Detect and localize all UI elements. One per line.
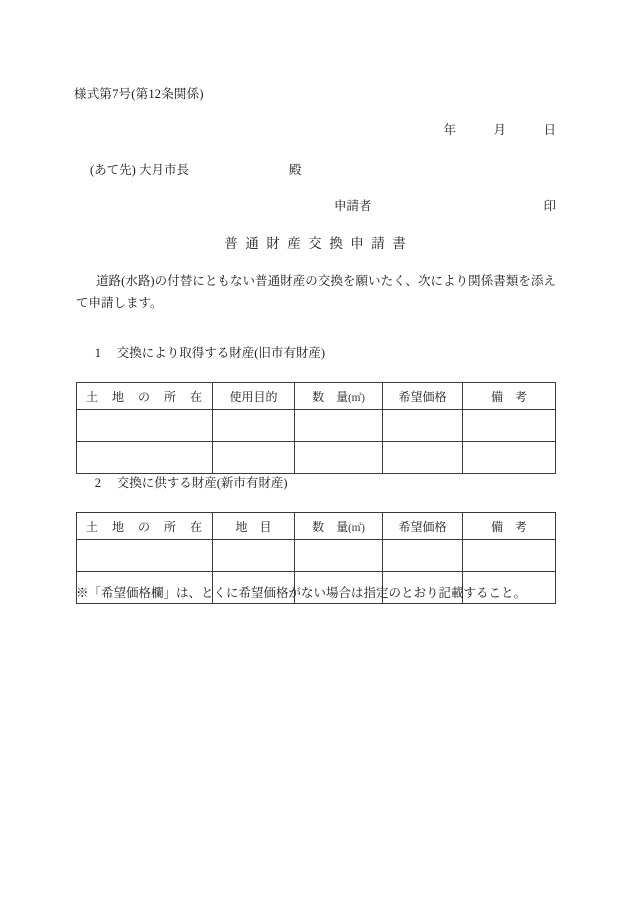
section-1-heading (76, 328, 556, 376)
date-line: 年 月 日 (443, 123, 556, 137)
body-paragraph: 道路(水路)の付替にともない普通財産の交換を願いたく、次により関係書類を添えて申請します。 (76, 274, 556, 310)
addressee-line: (あて先) 大月市長 殿 (90, 163, 302, 177)
cell-area[interactable] (295, 540, 383, 572)
applicant-label: 申請者 (334, 199, 372, 213)
area-unit: (㎡) (348, 522, 365, 534)
cell-use-purpose[interactable] (213, 410, 295, 442)
table-row (77, 410, 556, 442)
area-unit: (㎡) (348, 392, 365, 404)
cell-area[interactable] (295, 410, 383, 442)
header-desired-price: 希望価格 (383, 513, 463, 540)
table-row (77, 540, 556, 572)
header-area: 数 量(㎡) (295, 513, 383, 540)
cell-land-category[interactable] (213, 540, 295, 572)
table-header-row (77, 513, 556, 540)
cell-desired-price[interactable] (383, 540, 463, 572)
form-number: 様式第7号(第12条関係) (74, 87, 204, 101)
section-2-number: 2 (94, 476, 101, 490)
header-location: 土 地 の 所 在 (77, 383, 213, 410)
header-use-purpose: 使用目的 (213, 383, 295, 410)
header-location: 土 地 の 所 在 (77, 513, 213, 540)
header-area: 数 量(㎡) (295, 383, 383, 410)
section-2-label: 交換に供する財産(新市有財産) (116, 476, 288, 490)
footnote: ※「希望価格欄」は、とくに希望価格がない場合は指定のとおり記載すること。 (76, 586, 527, 600)
header-land-category: 地 目 (213, 513, 295, 540)
header-remarks: 備 考 (463, 513, 556, 540)
cell-remarks[interactable] (463, 410, 556, 442)
applicant-row (334, 196, 556, 214)
seal-mark: 印 (543, 199, 556, 213)
table-header-row (77, 383, 556, 410)
section-1-number: 1 (94, 346, 101, 360)
header-remarks: 備 考 (463, 383, 556, 410)
page-title: 普通財産交換申請書 (224, 236, 414, 251)
section-1-label: 交換により取得する財産(旧市有財産) (116, 346, 326, 360)
header-desired-price: 希望価格 (383, 383, 463, 410)
cell-remarks[interactable] (463, 540, 556, 572)
cell-location[interactable] (77, 540, 213, 572)
section-acquired-property (76, 328, 556, 474)
section-2-heading (76, 458, 556, 506)
cell-desired-price[interactable] (383, 410, 463, 442)
cell-location[interactable] (77, 410, 213, 442)
